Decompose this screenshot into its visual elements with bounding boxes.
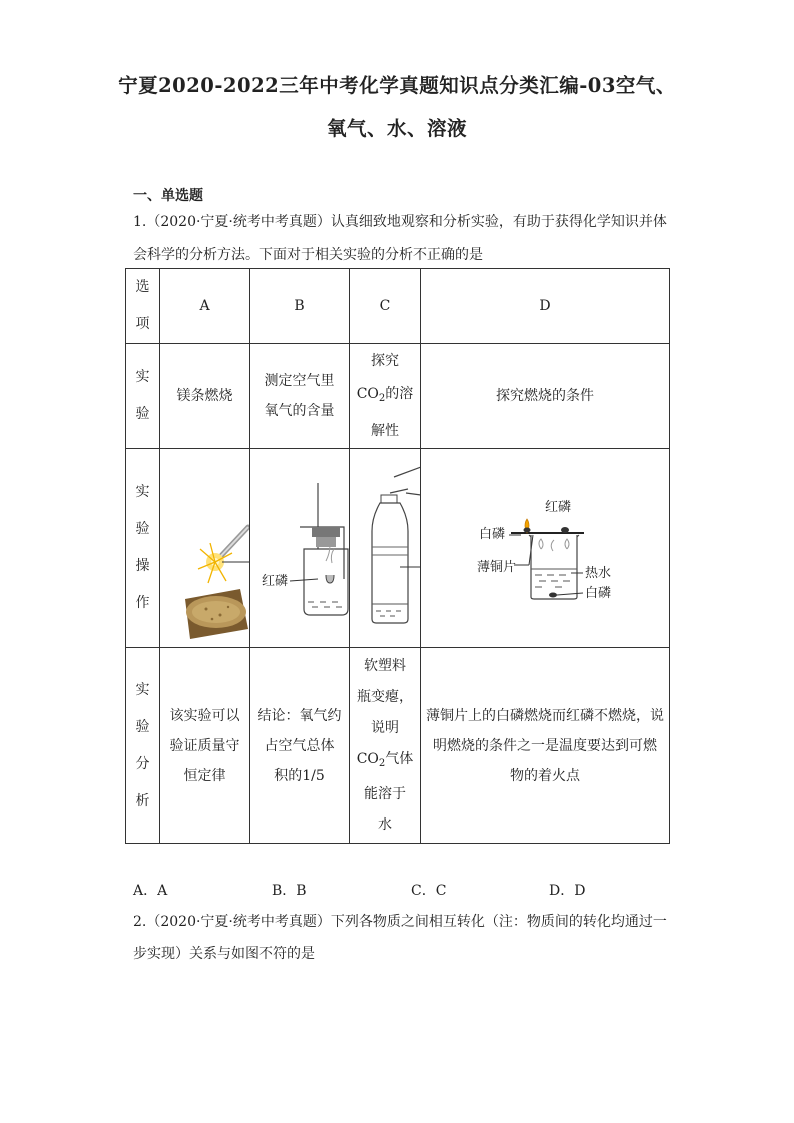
experiment-c: 探究 $CO_2$的溶 解性 [350, 344, 421, 449]
question2-line2: 步实现）关系与如图不符的是 [133, 946, 315, 962]
table-row-header [126, 269, 670, 344]
experiment-table [125, 268, 670, 844]
copper-sheet-label: 薄铜片 [477, 560, 517, 575]
white-phosphorus-label: 白磷 [479, 527, 506, 542]
row-label-option: 选 项 [126, 269, 160, 344]
red-phosphorus-label: 红磷 [262, 574, 289, 589]
document-title-line1: 宁夏2020-2022三年中考化学真题知识点分类汇编-03空气、 [118, 74, 676, 97]
question1-line2: 会科学的分析方法。下面对于相关实验的分析不正确的是 [133, 247, 483, 263]
table-row-operation [126, 449, 670, 648]
option-c[interactable]: C．C [411, 883, 447, 899]
option-b[interactable]: B．B [272, 883, 307, 899]
co2-bottle-image [350, 449, 421, 648]
question1-line1: 1.（2020·宁夏·统考中考真题）认真细致地观察和分析实验，有助于获得化学知识并体 [133, 214, 667, 230]
section-heading: 一、单选题 [133, 188, 203, 204]
red-phosphorus-label-d: 红磷 [545, 500, 572, 515]
magnesium-burning-image [160, 449, 250, 648]
analysis-c: 软塑料 瓶变瘪， 说明 $CO_2$气体 能溶于 水 [350, 648, 421, 844]
table-row-experiment [126, 344, 670, 449]
white-phosphorus-label-2: 白磷 [585, 586, 612, 601]
document-title-line2: 氧气、水、溶液 [326, 117, 467, 140]
experiment-a: 镁条燃烧 [160, 344, 250, 449]
col-header-d: D [421, 269, 670, 344]
oxygen-measure-apparatus-image [250, 449, 350, 648]
col-header-a: A [160, 269, 250, 344]
hot-water-label: 热水 [585, 566, 612, 581]
combustion-condition-apparatus-image [421, 449, 670, 648]
row-label-operation: 实 验 操 作 [126, 449, 160, 648]
table-row-analysis [126, 648, 670, 844]
option-d[interactable]: D．D [549, 883, 586, 899]
analysis-b: 结论：氧气约 占空气总体 积的1/5 [250, 648, 350, 844]
experiment-b: 测定空气里 氧气的含量 [250, 344, 350, 449]
experiment-d: 探究燃烧的条件 [421, 344, 670, 449]
row-label-experiment: 实 验 [126, 344, 160, 449]
question2-line1: 2.（2020·宁夏·统考中考真题）下列各物质之间相互转化（注：物质间的转化均通过一 [133, 914, 667, 930]
option-a[interactable]: A．A [133, 883, 168, 899]
col-header-c: C [350, 269, 421, 344]
col-header-b: B [250, 269, 350, 344]
analysis-a: 该实验可以 验证质量守 恒定律 [160, 648, 250, 844]
analysis-d: 薄铜片上的白磷燃烧而红磷不燃烧，说 明燃烧的条件之一是温度要达到可燃 物的着火点 [421, 648, 670, 844]
row-label-analysis: 实 验 分 析 [126, 648, 160, 844]
